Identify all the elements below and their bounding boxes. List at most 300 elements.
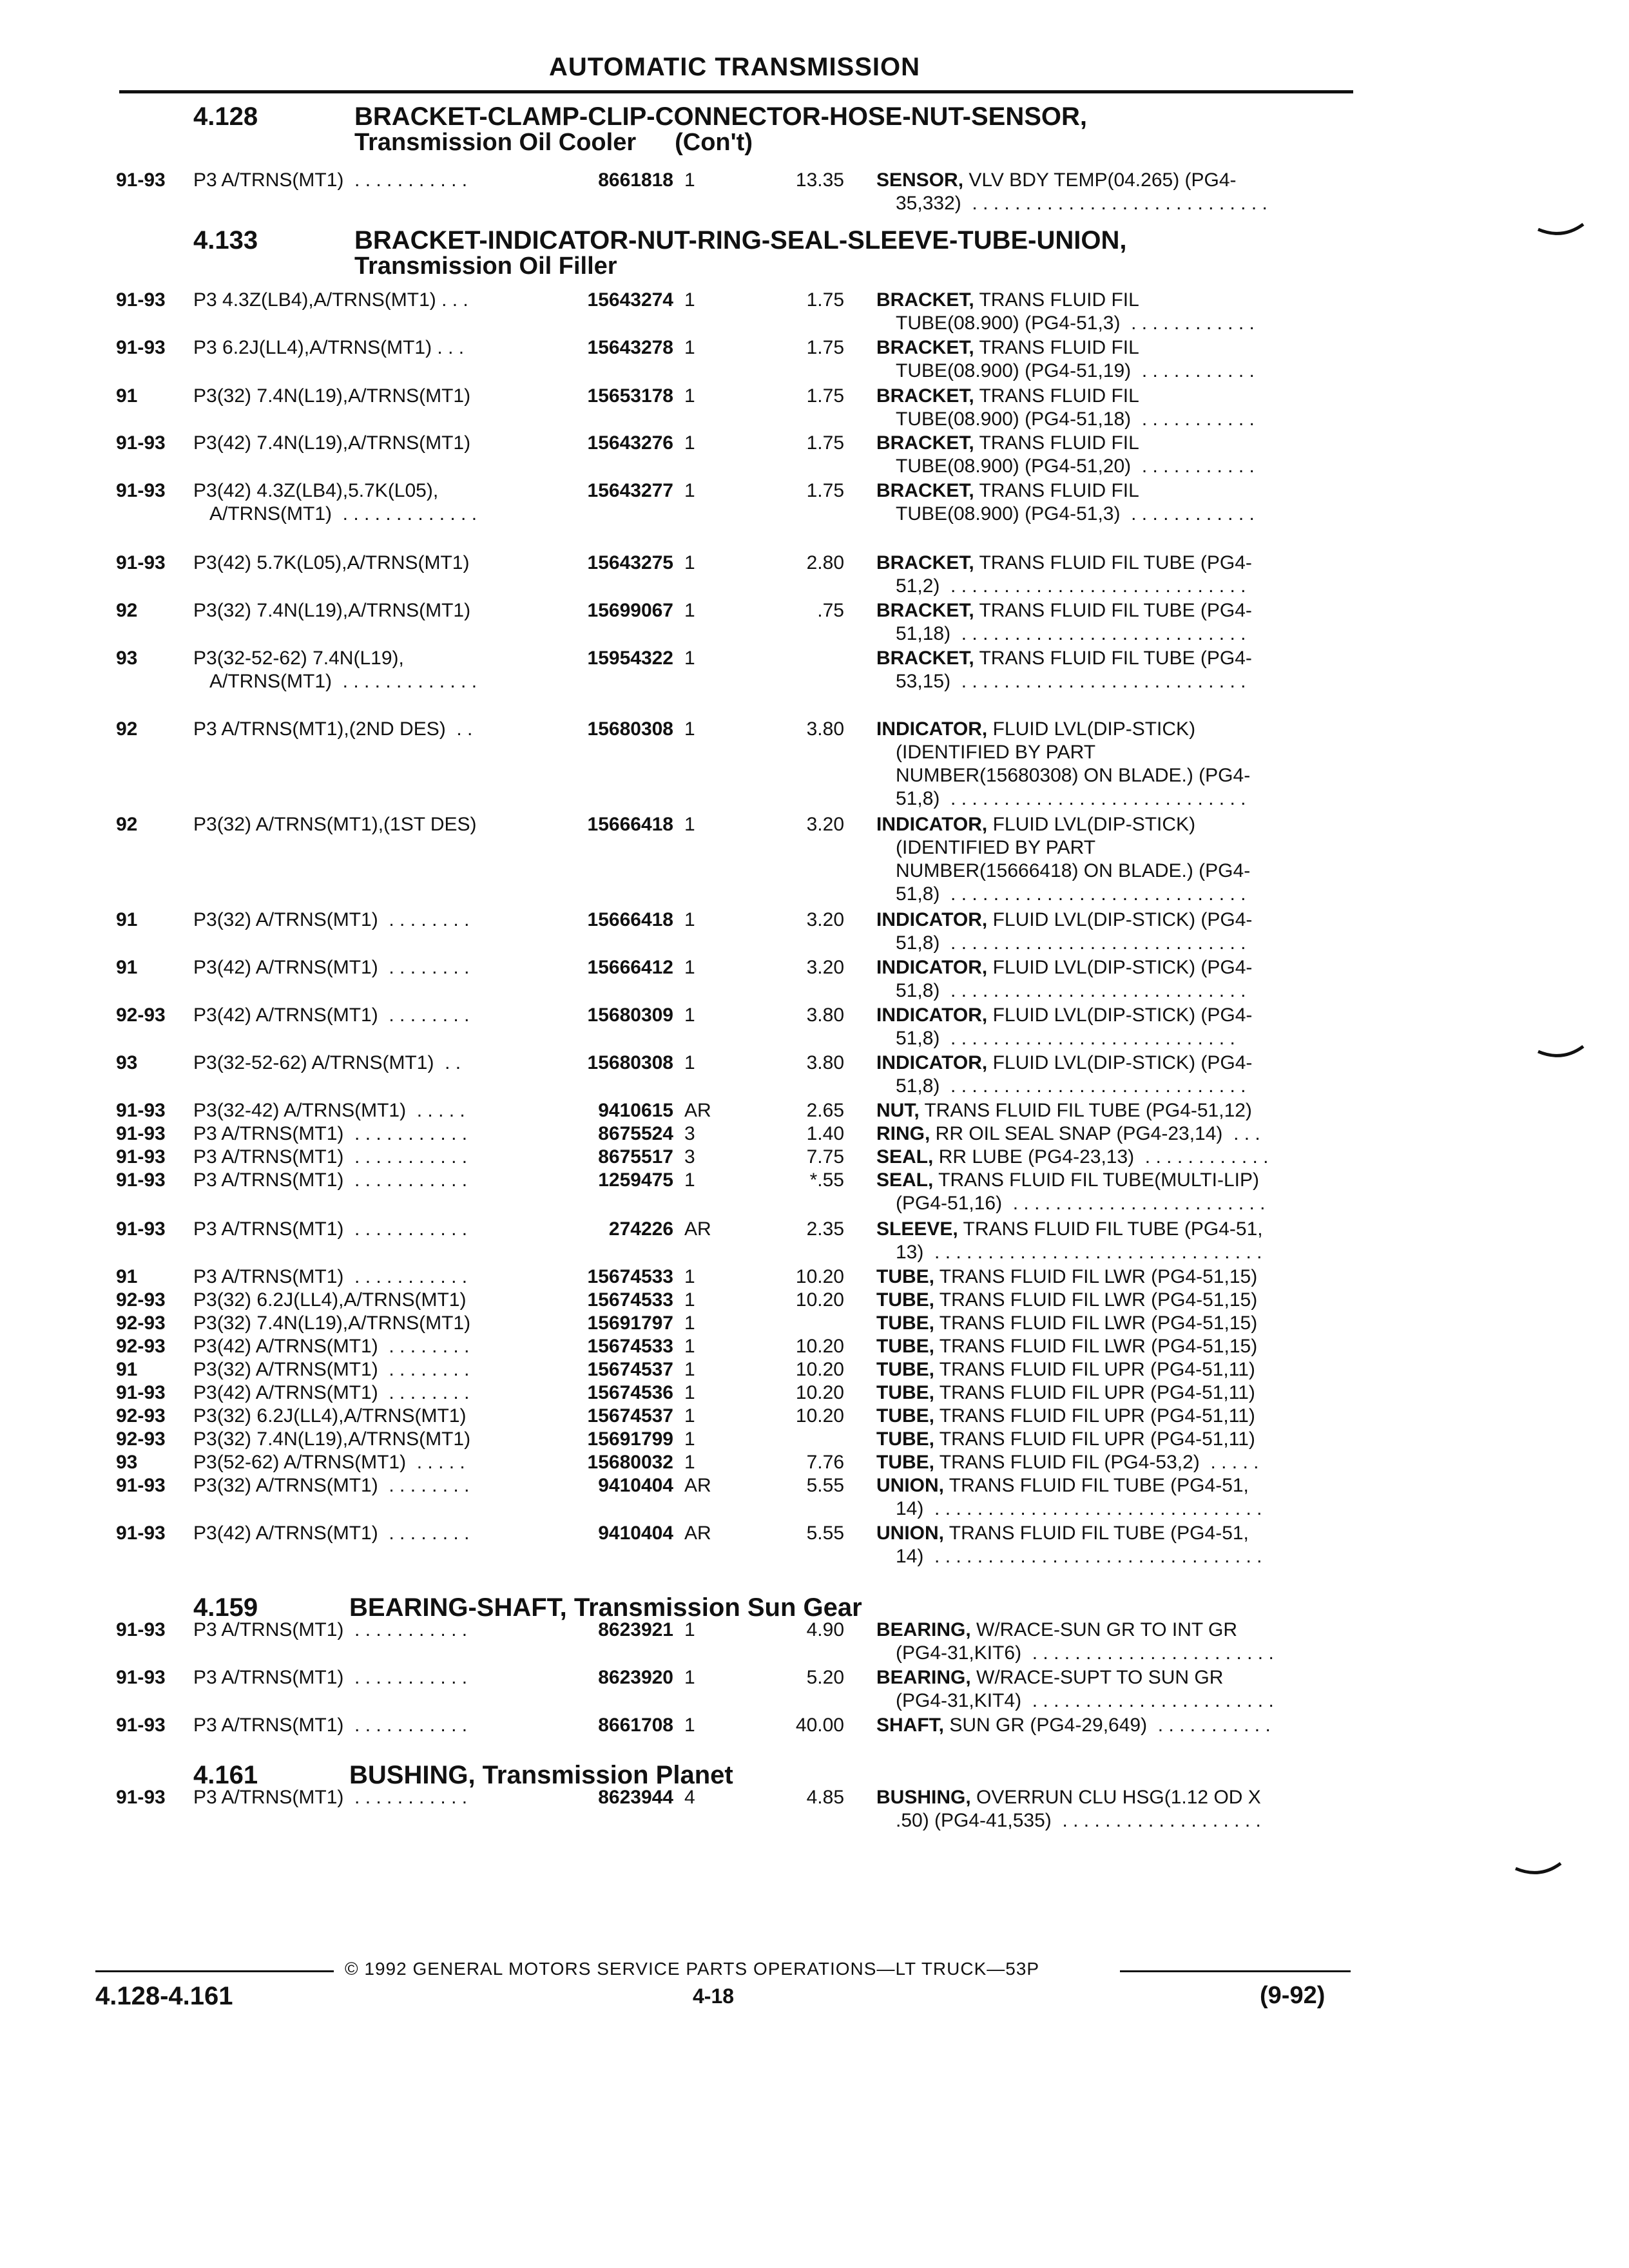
price: 40.00: [795, 1715, 844, 1736]
description-text: FLUID LVL(DIP-STICK): [987, 718, 1196, 740]
application: P3(42) A/TRNS(MT1) . . . . . . . .: [193, 1336, 470, 1357]
price: 10.20: [795, 1359, 844, 1380]
part-number: 15666412: [587, 957, 673, 978]
description-line: [876, 1146, 1340, 1169]
model-year: 91-93: [116, 432, 166, 454]
part-description: [876, 1289, 1340, 1312]
price: 10.20: [795, 1336, 844, 1357]
description-continued: 51,8) . . . . . . . . . . . . . . . . . . . . . . . . . . . .: [896, 932, 1246, 954]
model-year: 91-93: [116, 337, 166, 358]
description-text: TRANS FLUID FIL: [974, 385, 1139, 407]
description-text: TRANS FLUID FIL UPR (PG4-51,11): [934, 1428, 1255, 1450]
part-number: 15643277: [587, 480, 673, 501]
price: 1.75: [806, 385, 844, 407]
description-text: TRANS FLUID FIL: [974, 480, 1139, 501]
application: P3 A/TRNS(MT1) . . . . . . . . . . .: [193, 1146, 468, 1168]
quantity: AR: [684, 1100, 711, 1121]
quantity: 1: [684, 1004, 695, 1026]
price: 1.75: [806, 289, 844, 311]
description-text: TRANS FLUID FIL TUBE (PG4-51,: [958, 1218, 1263, 1240]
description-line: [876, 1289, 1340, 1312]
description-line: [876, 336, 1340, 360]
part-number: 8661818: [598, 169, 673, 191]
part-name: TUBE,: [876, 1336, 934, 1357]
description-line: [876, 1335, 1340, 1358]
model-year: 91-93: [116, 1523, 166, 1544]
model-year: 92-93: [116, 1004, 166, 1026]
quantity: 1: [684, 1169, 695, 1191]
part-name: SHAFT,: [876, 1715, 944, 1736]
description-continued: 51,8) . . . . . . . . . . . . . . . . . . . . . . . . . . . .: [896, 980, 1246, 1001]
part-name: BRACKET,: [876, 480, 974, 501]
part-name: BRACKET,: [876, 337, 974, 358]
description-continued: 13) . . . . . . . . . . . . . . . . . . . . . . . . . . . . . . .: [896, 1242, 1262, 1263]
description-line: [876, 1786, 1340, 1809]
part-description: [876, 718, 1340, 811]
part-name: INDICATOR,: [876, 957, 988, 978]
quantity: AR: [684, 1475, 711, 1496]
quantity: 1: [684, 718, 695, 740]
description-line: [876, 169, 1340, 192]
price: 2.35: [806, 1218, 844, 1240]
part-number: 15674537: [587, 1359, 673, 1380]
part-number: 8623944: [598, 1787, 673, 1808]
price: 4.90: [806, 1619, 844, 1640]
part-number: 15674536: [587, 1382, 673, 1403]
description-text: FLUID LVL(DIP-STICK) (PG4-: [987, 909, 1253, 930]
part-number: 15680308: [587, 718, 673, 740]
model-year: 92-93: [116, 1405, 166, 1427]
price: 5.55: [806, 1523, 844, 1544]
model-year: 92-93: [116, 1289, 166, 1311]
application-continued: A/TRNS(MT1) . . . . . . . . . . . . .: [209, 671, 477, 692]
page-title: AUTOMATIC TRANSMISSION: [548, 53, 921, 81]
model-year: 91: [116, 957, 138, 978]
description-text: FLUID LVL(DIP-STICK) (PG4-: [987, 1052, 1253, 1073]
part-number: 15643275: [587, 552, 673, 573]
description-line: [876, 1312, 1340, 1335]
part-description: [876, 1265, 1340, 1289]
section-subtitle: Transmission Oil Cooler (Con't): [354, 129, 753, 156]
quantity: 1: [684, 1266, 695, 1287]
price: .75: [817, 600, 844, 621]
model-year: 91: [116, 1359, 138, 1380]
part-name: INDICATOR,: [876, 718, 988, 740]
part-description: [876, 1381, 1340, 1405]
application: P3(42) A/TRNS(MT1) . . . . . . . .: [193, 1382, 470, 1403]
description-line: [876, 1428, 1340, 1451]
description-continued: TUBE(08.900) (PG4-51,3) . . . . . . . . . . . .: [896, 503, 1255, 524]
model-year: 93: [116, 648, 138, 669]
application: P3(32) 7.4N(L19),A/TRNS(MT1): [193, 600, 471, 621]
description-line: [876, 908, 1340, 932]
part-name: NUT,: [876, 1100, 920, 1121]
description-text: W/RACE-SUPT TO SUN GR: [970, 1667, 1224, 1688]
part-name: BRACKET,: [876, 289, 974, 311]
description-line: [876, 1004, 1340, 1027]
description-line: [876, 1265, 1340, 1289]
price: 3.20: [806, 814, 844, 835]
footer-date: (9-92): [1260, 1982, 1325, 2009]
title-rule: [119, 90, 1353, 93]
part-description: [876, 1169, 1340, 1215]
part-name: SEAL,: [876, 1146, 934, 1168]
section-title: BRACKET-INDICATOR-NUT-RING-SEAL-SLEEVE-TUBE-UNION,: [354, 226, 1127, 255]
part-number: 9410615: [598, 1100, 673, 1121]
part-name: TUBE,: [876, 1312, 934, 1334]
quantity: 4: [684, 1787, 695, 1808]
quantity: 1: [684, 552, 695, 573]
description-continued: .50) (PG4-41,535) . . . . . . . . . . . . . . . . . . .: [896, 1810, 1261, 1831]
quantity: 1: [684, 1312, 695, 1334]
quantity: 1: [684, 600, 695, 621]
description-text: TRANS FLUID FIL TUBE (PG4-: [974, 600, 1252, 621]
section-title: BUSHING, Transmission Planet: [349, 1761, 733, 1789]
description-line: [876, 1619, 1340, 1642]
section-subtitle: Transmission Oil Filler: [354, 253, 617, 280]
quantity: 3: [684, 1123, 695, 1144]
part-number: 8675517: [598, 1146, 673, 1168]
application: P3(32) A/TRNS(MT1),(1ST DES): [193, 814, 477, 835]
model-year: 91-93: [116, 1100, 166, 1121]
model-year: 91: [116, 1266, 138, 1287]
price: 7.76: [806, 1452, 844, 1473]
description-continued: (PG4-31,KIT6) . . . . . . . . . . . . . . . . . . . . . . .: [896, 1642, 1274, 1664]
price: 10.20: [795, 1405, 844, 1427]
description-continued: TUBE(08.900) (PG4-51,3) . . . . . . . . . . . .: [896, 312, 1255, 334]
margin-mark: [1514, 1860, 1566, 1879]
part-name: BRACKET,: [876, 648, 974, 669]
description-text: OVERRUN CLU HSG(1.12 OD X: [970, 1787, 1261, 1808]
application: P3 A/TRNS(MT1) . . . . . . . . . . .: [193, 1619, 468, 1640]
description-text: TRANS FLUID FIL: [974, 289, 1139, 311]
description-text: TRANS FLUID FIL LWR (PG4-51,15): [934, 1266, 1258, 1287]
part-description: [876, 1052, 1340, 1098]
application: P3 A/TRNS(MT1) . . . . . . . . . . .: [193, 1218, 468, 1240]
description-text: FLUID LVL(DIP-STICK): [987, 814, 1196, 835]
quantity: 1: [684, 1382, 695, 1403]
quantity: 1: [684, 1715, 695, 1736]
quantity: AR: [684, 1523, 711, 1544]
part-number: 274226: [608, 1218, 673, 1240]
description-line: [876, 956, 1340, 979]
part-name: TUBE,: [876, 1382, 934, 1403]
part-name: BUSHING,: [876, 1787, 971, 1808]
description-line: [876, 1451, 1340, 1474]
description-line: [876, 1714, 1340, 1737]
part-name: BRACKET,: [876, 385, 974, 407]
quantity: 3: [684, 1146, 695, 1168]
price: 3.80: [806, 1004, 844, 1026]
model-year: 91-93: [116, 1169, 166, 1191]
description-line: [876, 1122, 1340, 1146]
part-name: TUBE,: [876, 1428, 934, 1450]
part-name: SEAL,: [876, 1169, 934, 1191]
price: 2.65: [806, 1100, 844, 1121]
part-number: 9410404: [598, 1475, 673, 1496]
application: P3 A/TRNS(MT1) . . . . . . . . . . .: [193, 1266, 468, 1287]
model-year: 91: [116, 385, 138, 407]
part-number: 15674533: [587, 1289, 673, 1311]
part-number: 8623921: [598, 1619, 673, 1640]
quantity: 1: [684, 1428, 695, 1450]
description-line: [876, 289, 1340, 312]
description-continued: (IDENTIFIED BY PART: [896, 742, 1096, 763]
part-description: [876, 908, 1340, 955]
price: 10.20: [795, 1266, 844, 1287]
margin-mark: [1537, 1043, 1588, 1062]
section-number: 4.161: [193, 1761, 258, 1789]
description-line: [876, 1099, 1340, 1122]
part-number: 1259475: [598, 1169, 673, 1191]
model-year: 92: [116, 718, 138, 740]
footer-page-number: 4-18: [693, 1984, 735, 2008]
part-number: 15666418: [587, 909, 673, 930]
description-continued: 51,8) . . . . . . . . . . . . . . . . . . . . . . . . . . .: [896, 1028, 1235, 1049]
footer-copyright: © 1992 GENERAL MOTORS SERVICE PARTS OPERATIONS—LT TRUCK—53P: [345, 1959, 1040, 1979]
model-year: 92: [116, 814, 138, 835]
description-continued: 14) . . . . . . . . . . . . . . . . . . . . . . . . . . . . . . .: [896, 1498, 1262, 1519]
part-number: 15699067: [587, 600, 673, 621]
part-description: [876, 1004, 1340, 1050]
footer-rule: [1120, 1970, 1351, 1972]
section-number: 4.159: [193, 1593, 258, 1622]
model-year: 91-93: [116, 289, 166, 311]
application: P3(42) 7.4N(L19),A/TRNS(MT1): [193, 432, 471, 454]
model-year: 93: [116, 1452, 138, 1473]
quantity: AR: [684, 1218, 711, 1240]
quantity: 1: [684, 1667, 695, 1688]
application: P3(42) A/TRNS(MT1) . . . . . . . .: [193, 1523, 470, 1544]
description-continued: 35,332) . . . . . . . . . . . . . . . . . . . . . . . . . . . .: [896, 193, 1268, 214]
quantity: 1: [684, 1619, 695, 1640]
description-text: VLV BDY TEMP(04.265) (PG4-: [963, 169, 1237, 191]
part-number: 15653178: [587, 385, 673, 407]
description-line: [876, 1381, 1340, 1405]
description-line: [876, 552, 1340, 575]
model-year: 91-93: [116, 1715, 166, 1736]
part-description: [876, 1218, 1340, 1264]
quantity: 1: [684, 648, 695, 669]
description-continued: (PG4-31,KIT4) . . . . . . . . . . . . . . . . . . . . . . .: [896, 1690, 1274, 1711]
description-continued: NUMBER(15680308) ON BLADE.) (PG4-: [896, 765, 1251, 786]
part-name: BEARING,: [876, 1667, 971, 1688]
part-name: RING,: [876, 1123, 930, 1144]
description-text: TRANS FLUID FIL TUBE (PG4-51,12): [919, 1100, 1252, 1121]
footer-rule: [95, 1970, 334, 1972]
description-continued: (PG4-51,16) . . . . . . . . . . . . . . . . . . . . . . . .: [896, 1193, 1266, 1214]
part-name: TUBE,: [876, 1405, 934, 1427]
model-year: 91-93: [116, 169, 166, 191]
part-description: [876, 1714, 1340, 1737]
quantity: 1: [684, 1359, 695, 1380]
description-line: [876, 1474, 1340, 1497]
model-year: 91-93: [116, 1475, 166, 1496]
part-description: [876, 599, 1340, 646]
description-text: TRANS FLUID FIL LWR (PG4-51,15): [934, 1289, 1258, 1311]
quantity: 1: [684, 957, 695, 978]
application: P3(32-42) A/TRNS(MT1) . . . . .: [193, 1100, 465, 1121]
part-description: [876, 479, 1340, 526]
part-description: [876, 813, 1340, 906]
quantity: 1: [684, 1452, 695, 1473]
price: 10.20: [795, 1382, 844, 1403]
price: 5.20: [806, 1667, 844, 1688]
model-year: 91-93: [116, 1218, 166, 1240]
part-name: SLEEVE,: [876, 1218, 958, 1240]
price: 5.55: [806, 1475, 844, 1496]
quantity: 1: [684, 909, 695, 930]
part-description: [876, 432, 1340, 478]
part-number: 8661708: [598, 1715, 673, 1736]
price: 3.80: [806, 1052, 844, 1073]
description-continued: 51,18) . . . . . . . . . . . . . . . . . . . . . . . . . . .: [896, 623, 1246, 644]
part-description: [876, 336, 1340, 383]
application: P3 A/TRNS(MT1) . . . . . . . . . . .: [193, 1169, 468, 1191]
part-number: 9410404: [598, 1523, 673, 1544]
footer-section-range: 4.128-4.161: [95, 1982, 233, 2010]
description-line: [876, 432, 1340, 455]
description-text: TRANS FLUID FIL LWR (PG4-51,15): [934, 1336, 1258, 1357]
part-number: 15643278: [587, 337, 673, 358]
price: 4.85: [806, 1787, 844, 1808]
price: 1.75: [806, 432, 844, 454]
part-name: INDICATOR,: [876, 909, 988, 930]
quantity: 1: [684, 1052, 695, 1073]
description-continued: TUBE(08.900) (PG4-51,19) . . . . . . . . . . .: [896, 360, 1255, 381]
model-year: 91-93: [116, 1146, 166, 1168]
application: P3 A/TRNS(MT1) . . . . . . . . . . .: [193, 1123, 468, 1144]
part-name: INDICATOR,: [876, 814, 988, 835]
part-description: [876, 552, 1340, 598]
application: P3(32) 7.4N(L19),A/TRNS(MT1): [193, 1428, 471, 1450]
description-line: [876, 718, 1340, 741]
application: P3 6.2J(LL4),A/TRNS(MT1) . . .: [193, 337, 465, 358]
description-text: TRANS FLUID FIL UPR (PG4-51,11): [934, 1405, 1255, 1427]
model-year: 92: [116, 600, 138, 621]
part-description: [876, 1428, 1340, 1451]
description-text: TRANS FLUID FIL TUBE (PG4-51,: [944, 1523, 1249, 1544]
part-number: 8675524: [598, 1123, 673, 1144]
part-number: 15643274: [587, 289, 673, 311]
part-name: INDICATOR,: [876, 1004, 988, 1026]
description-line: [876, 599, 1340, 622]
application: P3 A/TRNS(MT1) . . . . . . . . . . .: [193, 1715, 468, 1736]
description-line: [876, 1218, 1340, 1241]
part-description: [876, 1619, 1340, 1665]
part-description: [876, 1666, 1340, 1713]
description-continued: 51,8) . . . . . . . . . . . . . . . . . . . . . . . . . . . .: [896, 883, 1246, 905]
model-year: 92-93: [116, 1428, 166, 1450]
part-description: [876, 1335, 1340, 1358]
part-number: 15674533: [587, 1266, 673, 1287]
part-description: [876, 1146, 1340, 1169]
quantity: 1: [684, 169, 695, 191]
part-name: INDICATOR,: [876, 1052, 988, 1073]
application: P3(32) A/TRNS(MT1) . . . . . . . .: [193, 909, 470, 930]
part-number: 8623920: [598, 1667, 673, 1688]
part-description: [876, 1122, 1340, 1146]
part-name: BRACKET,: [876, 600, 974, 621]
model-year: 91-93: [116, 552, 166, 573]
description-line: [876, 1358, 1340, 1381]
part-number: 15680309: [587, 1004, 673, 1026]
part-description: [876, 1786, 1340, 1832]
part-name: TUBE,: [876, 1289, 934, 1311]
quantity: 1: [684, 814, 695, 835]
part-number: 15691797: [587, 1312, 673, 1334]
description-text: TRANS FLUID FIL: [974, 432, 1139, 454]
description-continued: 51,8) . . . . . . . . . . . . . . . . . . . . . . . . . . . .: [896, 788, 1246, 809]
section-number: 4.128: [193, 102, 258, 131]
price: 1.75: [806, 480, 844, 501]
part-description: [876, 169, 1340, 215]
model-year: 92-93: [116, 1312, 166, 1334]
part-number: 15674537: [587, 1405, 673, 1427]
part-name: SENSOR,: [876, 169, 964, 191]
description-text: SUN GR (PG4-29,649) . . . . . . . . . . .: [944, 1715, 1271, 1736]
application: P3(32) A/TRNS(MT1) . . . . . . . .: [193, 1359, 470, 1380]
description-text: FLUID LVL(DIP-STICK) (PG4-: [987, 957, 1253, 978]
model-year: 93: [116, 1052, 138, 1073]
model-year: 91-93: [116, 1382, 166, 1403]
description-text: TRANS FLUID FIL (PG4-53,2) . . . . .: [934, 1452, 1259, 1473]
price: 3.20: [806, 909, 844, 930]
quantity: 1: [684, 432, 695, 454]
part-description: [876, 647, 1340, 693]
description-text: RR OIL SEAL SNAP (PG4-23,14) . . .: [930, 1123, 1260, 1144]
part-number: 15680308: [587, 1052, 673, 1073]
description-text: TRANS FLUID FIL TUBE (PG4-: [974, 552, 1252, 573]
description-continued: 53,15) . . . . . . . . . . . . . . . . . . . . . . . . . . .: [896, 671, 1246, 692]
model-year: 91-93: [116, 1123, 166, 1144]
part-description: [876, 1405, 1340, 1428]
application: P3(42) 4.3Z(LB4),5.7K(L05),: [193, 480, 439, 501]
part-number: 15643276: [587, 432, 673, 454]
description-text: TRANS FLUID FIL LWR (PG4-51,15): [934, 1312, 1258, 1334]
quantity: 1: [684, 337, 695, 358]
description-continued: TUBE(08.900) (PG4-51,18) . . . . . . . . . . .: [896, 408, 1255, 430]
description-text: TRANS FLUID FIL: [974, 337, 1139, 358]
description-line: [876, 1666, 1340, 1689]
application: P3(42) A/TRNS(MT1) . . . . . . . .: [193, 957, 470, 978]
description-continued: 51,2) . . . . . . . . . . . . . . . . . . . . . . . . . . . .: [896, 575, 1246, 597]
part-number: 15674533: [587, 1336, 673, 1357]
description-text: FLUID LVL(DIP-STICK) (PG4-: [987, 1004, 1253, 1026]
price: 1.75: [806, 337, 844, 358]
model-year: 91-93: [116, 480, 166, 501]
description-line: [876, 647, 1340, 670]
quantity: 1: [684, 1405, 695, 1427]
description-text: W/RACE-SUN GR TO INT GR: [970, 1619, 1238, 1640]
application: P3 A/TRNS(MT1),(2ND DES) . .: [193, 718, 473, 740]
price: 13.35: [795, 169, 844, 191]
application: P3 A/TRNS(MT1) . . . . . . . . . . .: [193, 1787, 468, 1808]
part-name: TUBE,: [876, 1266, 934, 1287]
application: P3(32-52-62) 7.4N(L19),: [193, 648, 404, 669]
quantity: 1: [684, 480, 695, 501]
quantity: 1: [684, 1289, 695, 1311]
application: P3(32) A/TRNS(MT1) . . . . . . . .: [193, 1475, 470, 1496]
price: 2.80: [806, 552, 844, 573]
application: P3 4.3Z(LB4),A/TRNS(MT1) . . .: [193, 289, 468, 311]
part-number: 15691799: [587, 1428, 673, 1450]
part-name: TUBE,: [876, 1452, 934, 1473]
part-number: 15680032: [587, 1452, 673, 1473]
part-description: [876, 289, 1340, 335]
description-text: TRANS FLUID FIL UPR (PG4-51,11): [934, 1382, 1255, 1403]
model-year: 91-93: [116, 1667, 166, 1688]
